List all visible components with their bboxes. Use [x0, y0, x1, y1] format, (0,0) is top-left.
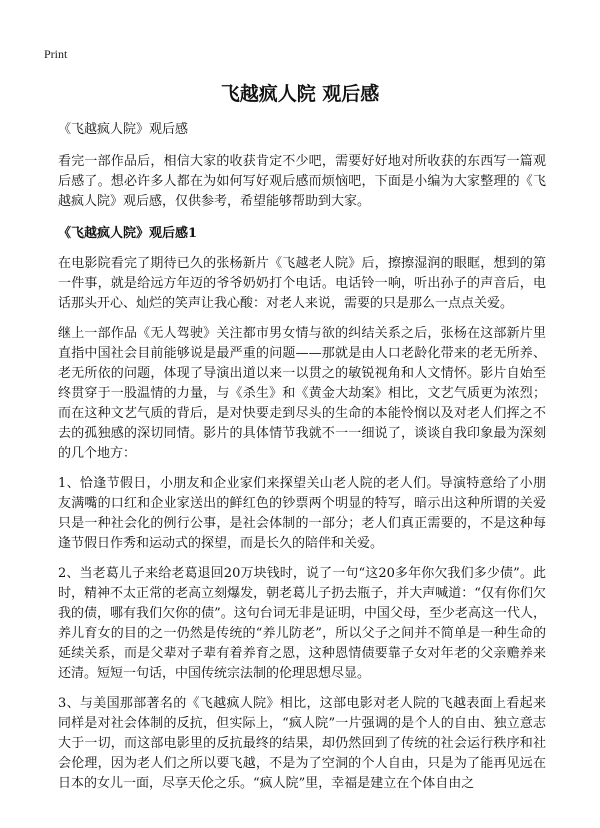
- print-link[interactable]: Print: [44, 47, 68, 61]
- section-heading: 《飞越疯人院》观后感1: [58, 226, 198, 241]
- document-title: 飞越疯人院 观后感: [220, 83, 380, 105]
- paragraph: 在电影院看完了期待已久的张杨新片《飞越老人院》后，擦擦湿润的眼眶，想到的第一件事，就是给远方年迈的爷爷奶奶打个电话。电话铃一响，听出孙子的声音后，电话那头开心、灿烂的笑声让我心酸：对老人来说，需要的只是那么一点点关爱。: [58, 256, 546, 311]
- document-subtitle: 《飞越疯人院》观后感: [58, 122, 189, 137]
- paragraph: 2、当老葛儿子来给老葛退回20万块钱时，说了一句“这20多年你欠我们多少债”。此时，精神不太正常的老高立刻爆发，朝老葛儿子扔去瓶子，并大声喊道：“仅有你们欠我的债，哪有我们欠你的债”。这句台词无非是证明，中国父母，至少老高这一代人，养儿育女的目的之一仍然是传统的“养儿防老”，所以父子之间并不简单是一种生命的延续关系，而是父辈对子辈有着养育之恩，这种恩情债要靠子女对年老的父亲赡养来还清。短短一句话，中国传统宗法制的伦理思想尽显。: [58, 566, 546, 681]
- paragraph: 3、与美国那部著名的《飞越疯人院》相比，这部电影对老人院的飞越表面上看起来同样是对社会体制的反抗，但实际上，“疯人院”一片强调的是个人的自由、独立意志大于一切，而这部电影里的反抗最终的结果，却仍然回到了传统的社会运行秩序和社会伦理，因为老人们之所以要飞越，不是为了空洞的个人自由，只是为了能再见远在日本的女儿一面，尽享天伦之乐。“疯人院”里，幸福是建立在个体自由之: [58, 696, 546, 791]
- paragraph: 1、恰逢节假日，小朋友和企业家们来探望关山老人院的老人们。导演特意给了小朋友满嘴的口红和企业家送出的鲜红色的钞票两个明显的特写，暗示出这种所谓的关爱只是一种社会化的例行公事，是社会体制的一部分；老人们真正需要的，不是这种每逢节假日作秀和运动式的探望，而是长久的陪伴和关爱。: [58, 476, 546, 551]
- intro-paragraph: 看完一部作品后，相信大家的收获肯定不少吧，需要好好地对所收获的东西写一篇观后感了。想必许多人都在为如何写好观后感而烦恼吧，下面是小编为大家整理的《飞越疯人院》观后感，仅供参考，希望能够帮助到大家。: [58, 154, 546, 209]
- paragraph: 继上一部作品《无人驾驶》关注都市男女情与欲的纠结关系之后，张杨在这部新片里直指中国社会目前能够说是最严重的问题——那就是由人口老龄化带来的老无所养、老无所依的问题，体现了导演出道以来一以贯之的敏锐视角和人文情怀。影片自始至终贯穿于一股温情的力量，与《杀生》和《黄金大劫案》相比，文艺气质更为浓烈；而在这种文艺气质的背后，是对快要走到尽头的生命的本能怜悯以及对老人们挥之不去的孤独感的深切同情。影片的具体情节我就不一一细说了，谈谈自我印象最为深刻的几个地方：: [58, 326, 546, 461]
- document-body: [58, 120, 546, 804]
